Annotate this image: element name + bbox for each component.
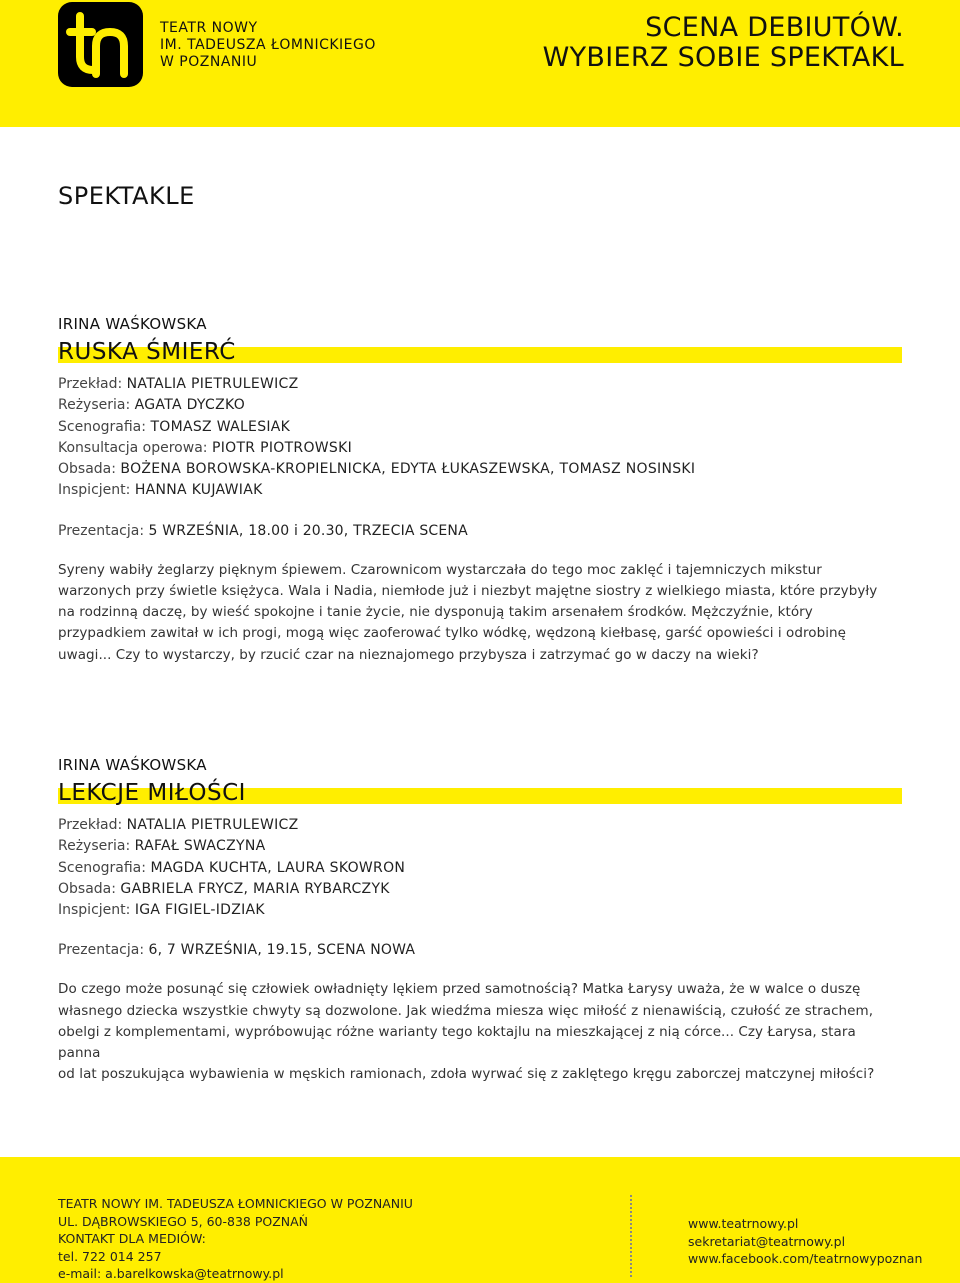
credit-label: Przekład: (58, 376, 123, 392)
theatre-logo[interactable] (58, 2, 143, 87)
premiere-info (58, 521, 902, 542)
credit-label: Scenografia: (58, 418, 146, 435)
header-title (543, 13, 904, 73)
play-title-bar (58, 340, 902, 364)
description-line: na rodzinną daczę, by wieść spokojne i tanie życie, nie dysponują takim arsenałem środków. Mężczyźnie, który (58, 604, 813, 621)
play-author: IRINA WAŚKOWSKA (58, 756, 207, 774)
description-line: obelgi z komplementami, wypróbowując różne warianty tego koktajlu na mieszkającej z nią córce... Czy Łarysa, stara panna (58, 1023, 856, 1062)
credits-list (58, 374, 902, 502)
description-line: uwagi... Czy to wystarczy, by rzucić czar na nieznajomego przybysza i zatrzymać go w daczy na wieki? (58, 646, 759, 663)
premiere-label: Prezentacja: (58, 522, 145, 539)
premiere-info (58, 940, 902, 961)
play-title-bar (58, 781, 902, 805)
credit-line (58, 374, 902, 395)
play-author: IRINA WAŚKOWSKA (58, 315, 207, 333)
footer-links (688, 1215, 922, 1268)
credit-label: Konsultacja operowa: (58, 439, 208, 456)
credit-value: GABRIELA FRYCZ, MARIA RYBARCZYK (120, 880, 390, 897)
premiere-value: 6, 7 WRZEŚNIA, 19.15, SCENA NOWA (148, 942, 416, 959)
theatre-name-line: W POZNANIU (160, 54, 258, 70)
description-line: od lat poszukująca wybawienia w męskich ramionach, zdoła wyrwać się z zaklętego kręgu zaborczej matczynej miłości? (58, 1066, 875, 1083)
footer-contact (58, 1195, 413, 1283)
credit-value: IGA FIGIEL-IDZIAK (134, 902, 265, 919)
play-title: RUSKA ŚMIERĆ (58, 339, 236, 365)
premiere-label: Prezentacja: (58, 942, 145, 959)
footer-address: UL. DĄBROWSKIEGO 5, 60-838 POZNAŃ (58, 1213, 309, 1229)
description-line: własnego dziecka wszystkie chwyty są dozwolone. Jak wiedźma miesza więc miłość z nienawiścią, czułość ze strachem, (58, 1002, 874, 1019)
play-description (58, 979, 902, 1085)
credit-value: HANNA KUJAWIAK (134, 482, 263, 499)
page-footer (0, 1157, 960, 1283)
credit-line (58, 438, 902, 459)
credit-label: Reżyseria: (58, 838, 131, 855)
facebook-link[interactable]: www.facebook.com/teatrnowypoznan (688, 1251, 923, 1266)
credit-line (58, 815, 902, 836)
credit-value: PIOTR PIOTROWSKI (211, 439, 353, 456)
theatre-name-line: IM. TADEUSZA ŁOMNICKIEGO (160, 37, 376, 53)
theatre-name (160, 20, 376, 71)
credit-value: RAFAŁ SWACZYNA (134, 838, 266, 855)
footer-phone: tel. 722 014 257 (58, 1248, 162, 1264)
credit-value: NATALIA PIETRULEWICZ (126, 376, 299, 392)
theatre-name-line: TEATR NOWY (160, 20, 258, 36)
footer-theatre-name: TEATR NOWY IM. TADEUSZA ŁOMNICKIEGO W POZNANIU (58, 1196, 413, 1211)
credit-label: Inspicjent: (58, 482, 131, 499)
premiere-value: 5 WRZEŚNIA, 18.00 i 20.30, TRZECIA SCENA (148, 522, 468, 539)
play-entry (58, 314, 902, 666)
play-title: LEKCJE MIŁOŚCI (58, 780, 246, 806)
credit-label: Przekład: (58, 817, 123, 833)
credit-value: NATALIA PIETRULEWICZ (126, 817, 299, 833)
secretariat-email-link[interactable]: sekretariat@teatrnowy.pl (688, 1233, 846, 1249)
credit-line (58, 480, 902, 501)
play-description (58, 560, 902, 666)
credit-label: Inspicjent: (58, 902, 131, 919)
play-entry (58, 755, 902, 1086)
credits-list (58, 815, 902, 921)
credit-line (58, 836, 902, 857)
credit-line (58, 900, 902, 921)
header-title-line1: SCENA DEBIUTÓW. (645, 12, 904, 43)
footer-divider (630, 1195, 632, 1277)
description-line: warzonych przy świetle księżyca. Wala i Nadia, niemłode już i niezbyt majętne siostry z wielkiego miasta, które przybyły (58, 582, 878, 599)
section-title: SPEKTAKLE (58, 182, 195, 210)
credit-line (58, 417, 902, 438)
credit-value: AGATA DYCZKO (134, 397, 246, 414)
description-line: Syreny wabiły żeglarzy pięknym śpiewem. Czarownicom wystarczała do tego moc zaklęć i tajemniczych mikstur (58, 561, 822, 578)
description-line: Do czego może posunąć się człowiek owładnięty lękiem przed samotnością? Matka Łarysy uważa, że w walce o duszę (58, 981, 861, 998)
credit-value: BOŻENA BOROWSKA-KROPIELNICKA, EDYTA ŁUKASZEWSKA, TOMASZ NOSINSKI (120, 461, 696, 478)
credit-value: MAGDA KUCHTA, LAURA SKOWRON (150, 859, 406, 876)
tn-logo-icon (58, 2, 143, 87)
footer-email[interactable]: e-mail: a.barelkowska@teatrnowy.pl (58, 1266, 284, 1281)
footer-media-heading: KONTAKT DLA MEDIÓW: (58, 1231, 206, 1246)
description-line: przypadkiem zawitał w ich progi, mogą więc zaoferować tylko wódkę, wędzoną kiełbasę, garść opowieści i odrobinę (58, 625, 846, 642)
credit-line (58, 879, 902, 900)
website-link[interactable]: www.teatrnowy.pl (688, 1216, 799, 1231)
credit-label: Obsada: (58, 461, 116, 478)
credit-line (58, 459, 902, 480)
page-header (0, 0, 960, 127)
credit-label: Scenografia: (58, 859, 146, 876)
credit-line (58, 858, 902, 879)
credit-label: Obsada: (58, 880, 116, 897)
credit-label: Reżyseria: (58, 397, 131, 414)
credit-line (58, 395, 902, 416)
credit-value: TOMASZ WALESIAK (150, 418, 291, 435)
header-title-line2: WYBIERZ SOBIE SPEKTAKL (542, 42, 904, 73)
